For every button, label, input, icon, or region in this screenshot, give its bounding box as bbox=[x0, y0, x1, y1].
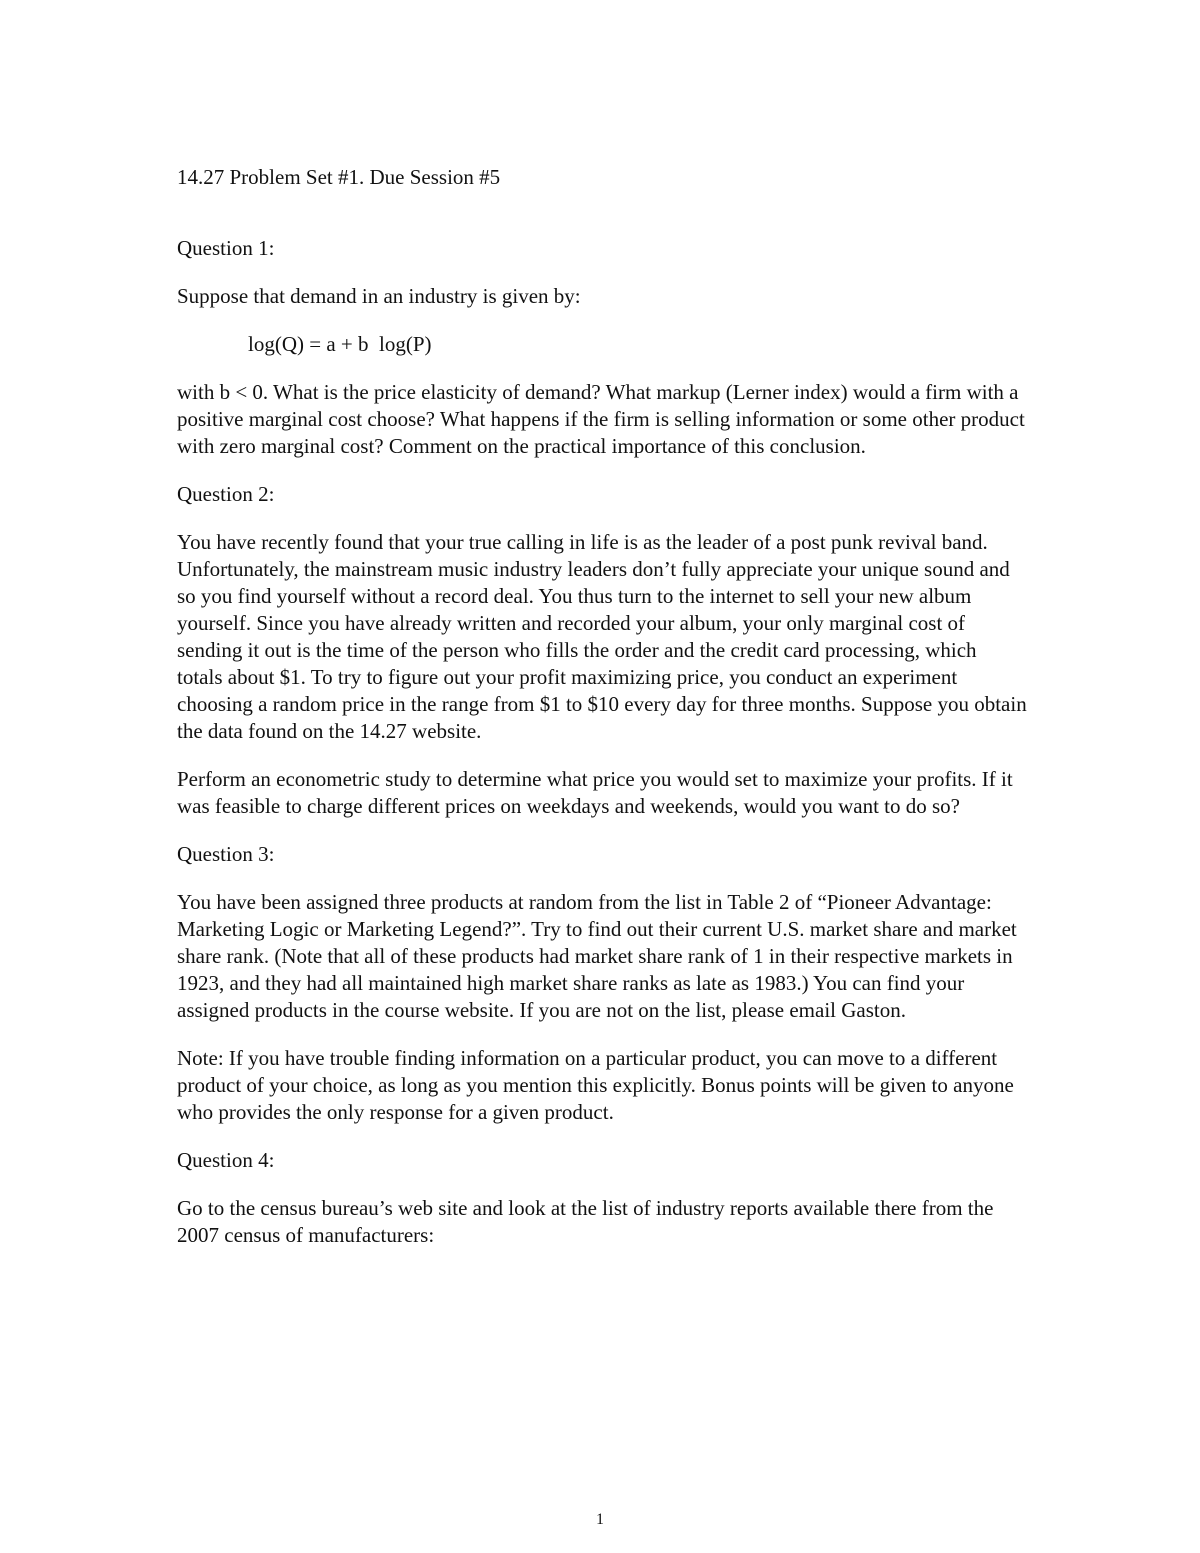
question-2-task: Perform an econometric study to determine what price you would set to maximize your profits. If it was feasible to charge different prices on weekdays and weekends, would you want to do so? bbox=[177, 767, 1013, 818]
document-body bbox=[177, 164, 1027, 1249]
question-1-body: with b < 0. What is the price elasticity of demand? What markup (Lerner index) would a firm with a positive marginal cost choose? What happens if the firm is selling information or some other product with zero marginal cost? Comment on the practical importance of this conclusion. bbox=[177, 380, 1025, 458]
question-1-heading: Question 1: bbox=[177, 236, 275, 260]
question-3-note: Note: If you have trouble finding information on a particular product, you can move to a different product of your choice, as long as you mention this explicitly. Bonus points will be given to anyone who provides the only response for a given product. bbox=[177, 1046, 1014, 1124]
page-number: 1 bbox=[596, 1511, 604, 1528]
question-4-heading: Question 4: bbox=[177, 1148, 275, 1172]
question-1-intro: Suppose that demand in an industry is given by: bbox=[177, 284, 581, 308]
question-3-heading: Question 3: bbox=[177, 842, 275, 866]
document-title: 14.27 Problem Set #1. Due Session #5 bbox=[177, 165, 501, 189]
demand-formula: log(Q) = a + b log(P) bbox=[248, 332, 432, 356]
question-4-body: Go to the census bureau’s web site and look at the list of industry reports available there from the 2007 census of manufacturers: bbox=[177, 1196, 994, 1247]
question-2-heading: Question 2: bbox=[177, 482, 275, 506]
question-3-body: You have been assigned three products at random from the list in Table 2 of “Pioneer Advantage: Marketing Logic or Marketing Legend?”. Try to find out their current U.S. market share and market share rank. (Note that all of these products had market share rank of 1 in their respective markets in 1923, and they had all maintained high market share ranks as late as 1983.) You can find your assigned products in the course website. If you are not on the list, please email Gaston. bbox=[177, 890, 1017, 1022]
question-2-body: You have recently found that your true calling in life is as the leader of a post punk revival band. Unfortunately, the mainstream music industry leaders don’t fully appreciate your unique sound and so you find yourself without a record deal. You thus turn to the internet to sell your new album yourself. Since you have already written and recorded your album, your only marginal cost of sending it out is the time of the person who fills the order and the credit card processing, which totals about $1. To try to figure out your profit maximizing price, you conduct an experiment choosing a random price in the range from $1 to $10 every day for three months. Suppose you obtain the data found on the 14.27 website. bbox=[177, 530, 1027, 743]
